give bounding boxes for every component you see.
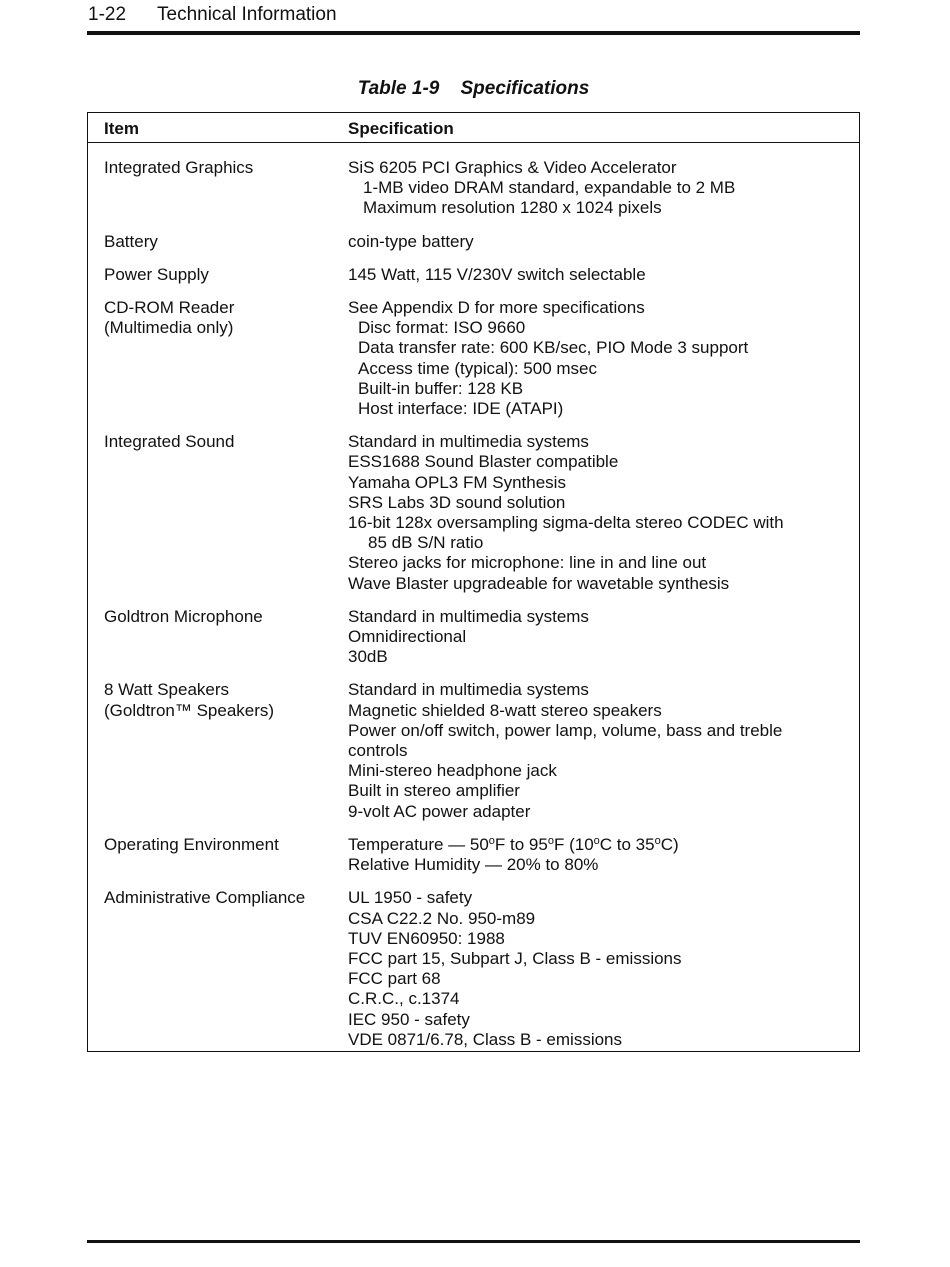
degree-symbol: o [547, 834, 554, 847]
item-cell [88, 680, 348, 821]
degree-symbol: o [593, 834, 600, 847]
item-cell [88, 158, 348, 219]
specification-line: FCC part 15, Subpart J, Class B - emissions [348, 948, 682, 968]
table-row [88, 607, 859, 668]
specification-cell [348, 888, 848, 1050]
specification-line: Data transfer rate: 600 KB/sec, PIO Mode 3 support [358, 338, 749, 358]
table-row [88, 265, 859, 285]
specification-cell [348, 835, 848, 875]
specification-line: Host interface: IDE (ATAPI) [358, 399, 564, 419]
specification-line: Standard in multimedia systems [348, 606, 589, 626]
table-body [88, 143, 859, 1050]
item-label: Administrative Compliance [104, 888, 306, 908]
specification-line: Disc format: ISO 9660 [358, 318, 526, 338]
item-cell [88, 265, 348, 285]
specification-line: Mini-stereo headphone jack [348, 761, 557, 781]
specification-line: Maximum resolution 1280 x 1024 pixels [363, 198, 662, 218]
specification-line: 85 dB S/N ratio [368, 533, 484, 553]
table-caption: Table 1-9 Specifications [357, 78, 590, 99]
specification-line: Omnidirectional [348, 627, 467, 647]
item-cell [88, 298, 348, 419]
specification-line: TUV EN60950: 1988 [348, 928, 505, 948]
specification-cell [348, 158, 848, 219]
specification-cell [348, 680, 848, 821]
specification-line: Yamaha OPL3 FM Synthesis [348, 472, 566, 492]
specification-line: Standard in multimedia systems [348, 432, 589, 452]
section-title: Technical Information [157, 4, 337, 25]
item-label: Battery [104, 231, 158, 251]
specification-cell [348, 265, 848, 285]
item-cell [88, 607, 348, 668]
table-row [88, 888, 859, 1050]
specification-cell [348, 232, 848, 252]
item-label: CD-ROM Reader [104, 298, 235, 318]
specification-cell [348, 432, 848, 594]
specification-line: FCC part 68 [348, 969, 441, 989]
item-cell [88, 888, 348, 1050]
specification-line: 16-bit 128x oversampling sigma-delta stereo CODEC with [348, 513, 784, 533]
specification-line: Built-in buffer: 128 KB [358, 378, 524, 398]
item-label: Power Supply [104, 264, 209, 284]
item-label: Goldtron Microphone [104, 606, 263, 626]
specification-line: Built in stereo amplifier [348, 781, 520, 801]
footer-rule [87, 1240, 860, 1243]
specification-line: C.R.C., c.1374 [348, 989, 460, 1009]
page-number: 1-22 [88, 4, 127, 25]
table-row [88, 835, 859, 875]
table-header-row [88, 113, 859, 143]
table-row [88, 158, 859, 219]
specification-line: 1-MB video DRAM standard, expandable to 2 MB [363, 178, 736, 198]
specification-line: Standard in multimedia systems [348, 680, 589, 700]
specification-line: coin-type battery [348, 231, 474, 251]
specification-line: Magnetic shielded 8-watt stereo speakers [348, 700, 662, 720]
table-row [88, 432, 859, 594]
degree-symbol: o [488, 834, 495, 847]
specification-line: ESS1688 Sound Blaster compatible [348, 452, 619, 472]
item-cell [88, 835, 348, 875]
specification-line: SiS 6205 PCI Graphics & Video Accelerator [348, 158, 677, 177]
page-header [87, 3, 860, 33]
item-label: (Goldtron™ Speakers) [104, 700, 275, 720]
specification-line: CSA C22.2 No. 950-m89 [348, 908, 536, 928]
item-label: Integrated Sound [104, 432, 235, 452]
specification-line: UL 1950 - safety [348, 888, 473, 908]
item-cell [88, 232, 348, 252]
specification-cell [348, 298, 848, 419]
specification-line: Stereo jacks for microphone: line in and line out [348, 553, 707, 573]
specification-cell [348, 607, 848, 668]
specification-line: Relative Humidity — 20% to 80% [348, 855, 599, 875]
table-row [88, 298, 859, 419]
table-row [88, 232, 859, 252]
specification-line: controls [348, 741, 408, 761]
specifications-table [87, 112, 860, 1052]
specification-line: VDE 0871/6.78, Class B - emissions [348, 1029, 623, 1049]
item-cell [88, 432, 348, 594]
item-label: Operating Environment [104, 834, 279, 854]
specification-line: Power on/off switch, power lamp, volume, bass and treble [348, 720, 783, 740]
column-header-specification: Specification [348, 119, 454, 138]
specification-line: IEC 950 - safety [348, 1009, 470, 1029]
item-label: 8 Watt Speakers [104, 680, 230, 700]
column-header-item: Item [104, 119, 139, 138]
specification-line: 145 Watt, 115 V/230V switch selectable [348, 264, 646, 284]
header-rule [87, 31, 860, 35]
specification-line: SRS Labs 3D sound solution [348, 492, 566, 512]
table-row [88, 680, 859, 821]
specification-line: Access time (typical): 500 msec [358, 358, 598, 378]
specification-line: Temperature — 50$^o$F to 95$^o$F (10$^o$C to 35$^o$C) [348, 834, 679, 854]
specification-line: 30dB [348, 647, 388, 667]
specification-line: 9-volt AC power adapter [348, 801, 531, 821]
degree-symbol: o [654, 834, 661, 847]
specification-line: Wave Blaster upgradeable for wavetable synthesis [348, 573, 730, 593]
item-label: Integrated Graphics [104, 158, 254, 177]
item-label: (Multimedia only) [104, 318, 234, 338]
specification-line: See Appendix D for more specifications [348, 298, 645, 318]
